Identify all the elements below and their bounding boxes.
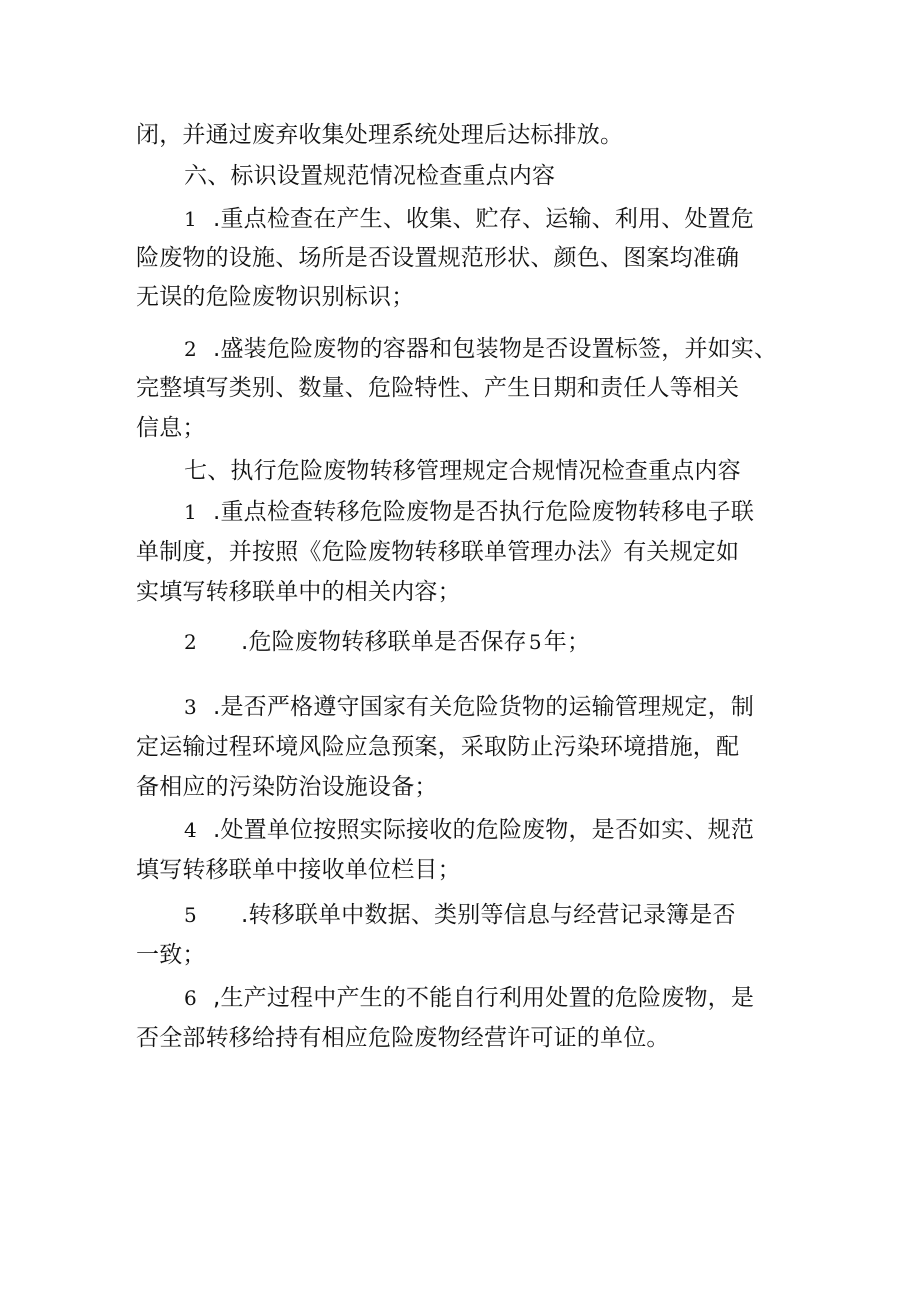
list-item-1-line (184, 497, 754, 527)
list-item-1-line (184, 204, 754, 234)
list-number: 6 (184, 986, 197, 1010)
list-item-3-line (184, 692, 754, 722)
list-item-text: .是否严格遵守国家有关危险货物的运输管理规定，制 (212, 694, 755, 720)
paragraph-line: 完整填写类别、数量、危险特性、产生日期和责任人等相关 (136, 375, 740, 401)
paragraph-line: 实填写转移联单中的相关内容； (136, 579, 461, 605)
list-number: 2 (184, 337, 197, 361)
list-item-2-line (184, 334, 777, 364)
list-item-6-line (184, 983, 754, 1013)
list-item-text: .盛装危险废物的容器和包装物是否设置标签，并如实、 (212, 336, 778, 362)
list-item-text: 年； (543, 629, 591, 655)
list-number: 5 (184, 903, 197, 927)
list-number: 2 (184, 630, 197, 654)
list-number: 3 (184, 695, 197, 719)
section-heading-seven: 七、执行危险废物转移管理规定合规情况检查重点内容 (184, 458, 741, 484)
paragraph-line: 单制度，并按照《危险废物转移联单管理办法》有关规定如 (136, 539, 740, 565)
list-item-text: .转移联单中数据、类别等信息与经营记录簿是否 (240, 902, 736, 928)
list-item-2-line (184, 627, 590, 657)
paragraph-line: 一致； (136, 942, 206, 968)
paragraph-line: 定运输过程环境风险应急预案，采取防止污染环境措施，配 (136, 734, 740, 760)
paragraph-line: 信息； (136, 415, 206, 441)
list-item-text: .危险废物转移联单是否保存 (240, 629, 527, 655)
paragraph-line: 备相应的污染防治设施设备； (136, 774, 438, 800)
list-item-number: 5 (528, 630, 542, 654)
list-number: 1 (184, 500, 197, 524)
paragraph-line: 填写转移联单中接收单位栏目； (136, 857, 461, 883)
list-number: 1 (184, 207, 197, 231)
list-item-text: ,生产过程中产生的不能自行利用处置的危险废物，是 (212, 985, 755, 1011)
list-item-text: .处置单位按照实际接收的危险废物，是否如实、规范 (212, 817, 755, 843)
section-heading-six: 六、标识设置规范情况检查重点内容 (184, 163, 556, 189)
paragraph-line: 否全部转移给持有相应危险废物经营许可证的单位。 (136, 1025, 670, 1051)
paragraph-line: 无误的危险废物识别标识； (136, 284, 415, 310)
paragraph-line: 险废物的设施、场所是否设置规范形状、颜色、图案均准确 (136, 245, 740, 271)
list-item-text: .重点检查在产生、收集、贮存、运输、利用、处置危 (212, 206, 755, 232)
paragraph-line: 闭，并通过废弃收集处理系统处理后达标排放。 (136, 122, 624, 148)
list-item-4-line (184, 815, 754, 845)
list-number: 4 (184, 818, 197, 842)
list-item-text: .重点检查转移危险废物是否执行危险废物转移电子联 (212, 499, 755, 525)
list-item-5-line (184, 900, 736, 930)
